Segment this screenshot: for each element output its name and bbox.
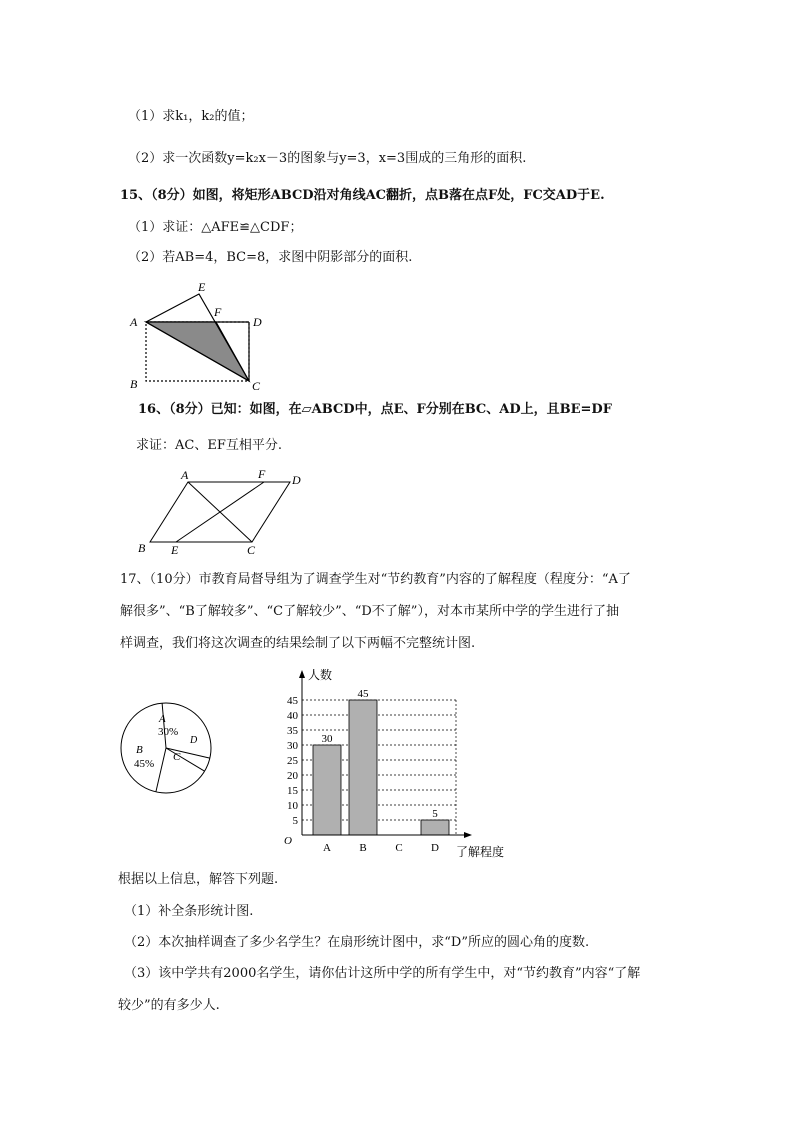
label-b: B: [138, 541, 146, 555]
label-a: A: [130, 315, 138, 329]
label-d: D: [292, 473, 301, 487]
q15-figure: [124, 276, 274, 396]
x-tick-B: B: [359, 842, 367, 854]
q17-part1: （1）补全条形统计图.: [124, 904, 254, 919]
x-tick-A: A: [323, 842, 331, 854]
q16-figure: [134, 464, 314, 559]
y-tick-15: 15: [287, 785, 298, 797]
data-label-A: 30: [321, 733, 333, 745]
y-tick-35: 35: [287, 725, 298, 737]
bar-D: [421, 820, 449, 835]
label-c: C: [247, 543, 256, 557]
y-tick-25: 25: [287, 755, 298, 767]
label-a: A: [181, 468, 189, 482]
x-axis-label: 了解程度: [456, 845, 505, 859]
y-axis-label: 人数: [308, 668, 333, 682]
y-tick-40: 40: [287, 710, 298, 722]
q15-part1: （1）求证：△AFE≌△CDF；: [128, 220, 303, 235]
q14-part1: （1）求k₁，k₂的值；: [128, 109, 254, 124]
q17-line3: 样调查，我们将这次调查的结果绘制了以下两幅不完整统计图.: [120, 636, 476, 651]
origin-label: O: [284, 835, 292, 847]
q16-proof: 求证：AC、EF互相平分.: [136, 438, 282, 453]
q17-line1: 17、（10分）市教育局督导组为了调查学生对“节约教育”内容的了解程度（程度分：“A了: [120, 572, 631, 587]
y-tick-10: 10: [287, 800, 298, 812]
pie-label-a: A: [159, 713, 166, 725]
label-e: E: [198, 280, 206, 294]
label-d: D: [253, 315, 262, 329]
q17-after: 根据以上信息，解答下列题.: [118, 872, 279, 887]
label-b: B: [130, 377, 138, 391]
q14-part2: （2）求一次函数y=k₂x－3的图象与y=3，x=3围成的三角形的面积.: [128, 151, 527, 166]
x-axis-arrow: [464, 832, 472, 838]
q15-part2: （2）若AB=4，BC=8，求图中阴影部分的面积.: [128, 250, 413, 265]
y-tick-5: 5: [292, 815, 298, 827]
q16-title: 16、（8分）已知：如图，在▱ABCD中，点E、F分别在BC、AD上，且BE=DF: [138, 402, 612, 417]
pie-label-d: D: [190, 735, 198, 746]
pie-label-c: C: [173, 751, 181, 763]
q17-part3b: 较少”的有多少人.: [118, 998, 220, 1013]
q17-line2: 解很多”、“B了解较多”、“C了解较少”、“D不了解”），对本市某所中学的学生进行了抽: [120, 604, 619, 619]
segment-ef: [176, 482, 264, 542]
y-tick-30: 30: [287, 740, 298, 752]
x-tick-C: C: [395, 842, 403, 854]
bar-B: [349, 700, 377, 835]
pie-value-b: 45%: [134, 758, 155, 770]
label-f: F: [214, 305, 222, 319]
y-tick-20: 20: [287, 770, 298, 782]
label-c: C: [252, 379, 261, 393]
q15-title: 15、（8分）如图，将矩形ABCD沿对角线AC翻折，点B落在点F处，FC交AD于E.: [120, 188, 605, 203]
label-f: F: [258, 467, 266, 481]
bar-A: [313, 745, 341, 835]
pie-value-a: 30%: [158, 726, 179, 738]
data-label-D: 5: [432, 808, 438, 820]
q17-part2: （2）本次抽样调查了多少名学生？在扇形统计图中，求“D”所应的圆心角的度数.: [124, 935, 590, 950]
y-axis-arrow: [299, 670, 305, 678]
pie-label-b: B: [136, 744, 143, 756]
q17-part3a: （3）该中学共有2000名学生，请你估计这所中学的所有学生中，对“节约教育”内容“了解: [124, 966, 641, 981]
bar-chart: [276, 664, 516, 864]
data-label-B: 45: [357, 688, 369, 700]
x-tick-D: D: [431, 842, 439, 854]
label-e: E: [171, 543, 179, 557]
pie-chart: [118, 700, 214, 796]
y-tick-45: 45: [287, 695, 298, 707]
